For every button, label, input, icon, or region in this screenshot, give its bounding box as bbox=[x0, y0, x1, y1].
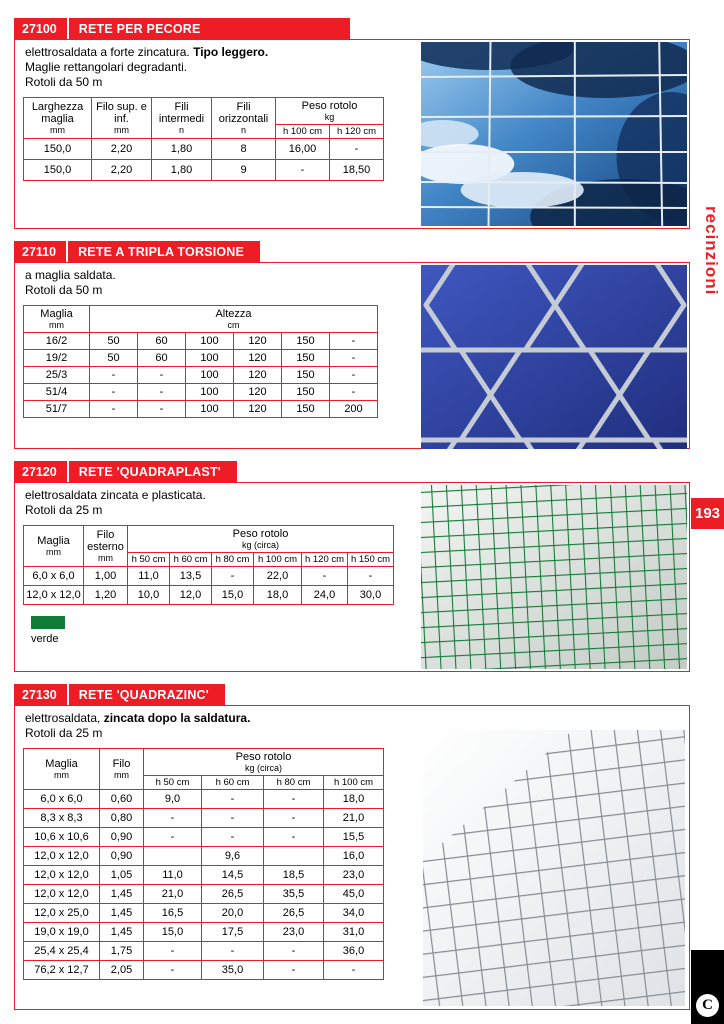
table-cell: 22,0 bbox=[254, 567, 302, 586]
description-line: Rotoli da 50 m bbox=[25, 283, 103, 297]
table-cell: 51/7 bbox=[24, 401, 90, 418]
product-code: 27130 bbox=[22, 687, 57, 702]
product-photo bbox=[421, 485, 687, 671]
product-description bbox=[25, 711, 384, 741]
table-cell: 200 bbox=[330, 401, 378, 418]
column-header: Filo mm bbox=[100, 749, 144, 790]
table-cell: 2,20 bbox=[92, 139, 152, 160]
table-cell: 1,75 bbox=[100, 942, 144, 961]
table-row bbox=[24, 885, 384, 904]
column-header: Peso rotolo kg bbox=[276, 98, 384, 125]
table-cell: 35,0 bbox=[202, 961, 264, 980]
description-line: Rotoli da 25 m bbox=[25, 726, 103, 740]
description-line: Maglie rettangolari degradanti. bbox=[25, 60, 188, 74]
table-row bbox=[24, 828, 384, 847]
table-cell: 100 bbox=[186, 350, 234, 367]
section-info bbox=[15, 706, 384, 1009]
table-cell: 16,00 bbox=[276, 139, 330, 160]
product-title: RETE PER PECORE bbox=[78, 21, 201, 36]
table-cell: 9 bbox=[212, 160, 276, 181]
table-cell: 0,90 bbox=[100, 847, 144, 866]
table-cell: 12,0 x 12,0 bbox=[24, 866, 100, 885]
table-row bbox=[24, 790, 384, 809]
section-box bbox=[14, 262, 690, 449]
table-cell: - bbox=[330, 350, 378, 367]
table-cell: 23,0 bbox=[324, 866, 384, 885]
table-row bbox=[24, 139, 384, 160]
table-cell: 120 bbox=[234, 401, 282, 418]
table-cell: 10,6 x 10,6 bbox=[24, 828, 100, 847]
product-code: 27120 bbox=[22, 464, 57, 479]
table-row bbox=[24, 333, 378, 350]
table-cell: 21,0 bbox=[144, 885, 202, 904]
description-line: a maglia saldata. bbox=[25, 268, 116, 282]
description-line: Rotoli da 25 m bbox=[25, 503, 103, 517]
section-box bbox=[14, 482, 690, 672]
section-header-bar bbox=[14, 18, 350, 39]
table-cell: - bbox=[138, 367, 186, 384]
table-cell: 2,05 bbox=[100, 961, 144, 980]
column-header: h 80 cm bbox=[264, 776, 324, 790]
table-cell: - bbox=[144, 809, 202, 828]
product-photo bbox=[421, 265, 687, 448]
column-header: Peso rotolo kg (circa) bbox=[144, 749, 384, 776]
table-cell: 16/2 bbox=[24, 333, 90, 350]
product-photo bbox=[423, 730, 685, 1009]
table-row bbox=[24, 567, 394, 586]
table-cell: 26,5 bbox=[264, 904, 324, 923]
table-cell: 150 bbox=[282, 333, 330, 350]
table-cell: 8,3 x 8,3 bbox=[24, 809, 100, 828]
product-description bbox=[25, 45, 384, 90]
section-info bbox=[15, 483, 394, 671]
description-line: elettrosaldata a forte zincatura. Tipo leggero. bbox=[25, 45, 269, 59]
table-cell: - bbox=[202, 942, 264, 961]
table-cell: - bbox=[330, 367, 378, 384]
product-code: 27110 bbox=[22, 244, 57, 259]
table-cell: 1,45 bbox=[100, 885, 144, 904]
spec-table bbox=[23, 97, 384, 181]
table-cell: - bbox=[202, 828, 264, 847]
table-cell: - bbox=[330, 333, 378, 350]
table-cell: 26,5 bbox=[202, 885, 264, 904]
table-cell: 9,6 bbox=[202, 847, 264, 866]
table-cell: 150 bbox=[282, 401, 330, 418]
table-row bbox=[24, 586, 394, 605]
table-cell: - bbox=[330, 384, 378, 401]
table-cell: 150 bbox=[282, 367, 330, 384]
table-cell: 11,0 bbox=[144, 866, 202, 885]
table-cell: 45,0 bbox=[324, 885, 384, 904]
table-cell: 1,00 bbox=[84, 567, 128, 586]
column-header: h 60 cm bbox=[170, 553, 212, 567]
section-box bbox=[14, 705, 690, 1010]
table-row bbox=[24, 809, 384, 828]
table-cell: 8 bbox=[212, 139, 276, 160]
table-cell: - bbox=[324, 961, 384, 980]
table-cell: - bbox=[90, 384, 138, 401]
product-section bbox=[14, 684, 690, 1010]
column-header: Fili orizzontali n bbox=[212, 98, 276, 139]
table-cell: 25,4 x 25,4 bbox=[24, 942, 100, 961]
column-header: h 80 cm bbox=[212, 553, 254, 567]
column-header: h 100 cm bbox=[276, 125, 330, 139]
table-cell: - bbox=[144, 942, 202, 961]
table-cell: 0,80 bbox=[100, 809, 144, 828]
table-cell: 100 bbox=[186, 333, 234, 350]
table-cell: 150 bbox=[282, 384, 330, 401]
table-cell: - bbox=[90, 367, 138, 384]
table-cell: 100 bbox=[186, 367, 234, 384]
spec-table bbox=[23, 748, 384, 980]
table-row bbox=[24, 160, 384, 181]
column-header: h 60 cm bbox=[202, 776, 264, 790]
table-cell: 120 bbox=[234, 350, 282, 367]
table-cell: 1,80 bbox=[152, 139, 212, 160]
table-cell bbox=[144, 847, 202, 866]
color-swatch bbox=[31, 616, 65, 629]
publisher-logo-icon: C bbox=[696, 994, 719, 1017]
column-header: h 100 cm bbox=[324, 776, 384, 790]
table-cell: - bbox=[202, 790, 264, 809]
column-header: Filo esterno mm bbox=[84, 526, 128, 567]
spec-table bbox=[23, 525, 394, 605]
table-cell: 12,0 bbox=[170, 586, 212, 605]
table-cell: 31,0 bbox=[324, 923, 384, 942]
table-cell: 15,0 bbox=[212, 586, 254, 605]
column-header: Larghezza maglia mm bbox=[24, 98, 92, 139]
table-cell: 18,5 bbox=[264, 866, 324, 885]
column-header: h 50 cm bbox=[144, 776, 202, 790]
table-cell: - bbox=[264, 809, 324, 828]
product-description bbox=[25, 488, 394, 518]
table-cell: 20,0 bbox=[202, 904, 264, 923]
description-line: elettrosaldata, zincata dopo la saldatura. bbox=[25, 711, 251, 725]
table-cell: 16,5 bbox=[144, 904, 202, 923]
table-cell: 120 bbox=[234, 333, 282, 350]
product-title: RETE 'QUADRAZINC' bbox=[78, 687, 209, 702]
product-description bbox=[25, 268, 378, 298]
column-header: Maglia mm bbox=[24, 306, 90, 333]
table-cell: 150 bbox=[282, 350, 330, 367]
column-header: Filo sup. e inf. mm bbox=[92, 98, 152, 139]
product-code: 27100 bbox=[22, 21, 57, 36]
hex-mesh-photo bbox=[421, 265, 687, 449]
table-cell: 13,5 bbox=[170, 567, 212, 586]
table-cell: 100 bbox=[186, 401, 234, 418]
table-cell: 18,0 bbox=[254, 586, 302, 605]
table-cell: - bbox=[302, 567, 348, 586]
product-section bbox=[14, 241, 690, 449]
table-cell: 12,0 x 12,0 bbox=[24, 847, 100, 866]
column-header: Altezza cm bbox=[90, 306, 378, 333]
table-cell: 9,0 bbox=[144, 790, 202, 809]
product-photo bbox=[421, 42, 687, 228]
table-cell: 16,0 bbox=[324, 847, 384, 866]
column-header: Maglia mm bbox=[24, 526, 84, 567]
table-cell: 24,0 bbox=[302, 586, 348, 605]
table-cell: 12,0 x 12,0 bbox=[24, 885, 100, 904]
table-cell: 14,5 bbox=[202, 866, 264, 885]
table-cell: 76,2 x 12,7 bbox=[24, 961, 100, 980]
table-row bbox=[24, 961, 384, 980]
table-cell: - bbox=[138, 384, 186, 401]
column-header: Peso rotolo kg (circa) bbox=[128, 526, 394, 553]
table-row bbox=[24, 367, 378, 384]
column-header: h 100 cm bbox=[254, 553, 302, 567]
product-section bbox=[14, 461, 690, 672]
table-cell: 12,0 x 12,0 bbox=[24, 586, 84, 605]
column-header: Fili intermedi n bbox=[152, 98, 212, 139]
table-cell: 30,0 bbox=[348, 586, 394, 605]
table-cell: 6,0 x 6,0 bbox=[24, 790, 100, 809]
green-mesh-photo bbox=[421, 485, 687, 669]
table-cell: 1,80 bbox=[152, 160, 212, 181]
table-row bbox=[24, 847, 384, 866]
table-cell: 120 bbox=[234, 367, 282, 384]
table-cell: 6,0 x 6,0 bbox=[24, 567, 84, 586]
page-number-badge: 193 bbox=[691, 498, 724, 529]
table-cell: 51/4 bbox=[24, 384, 90, 401]
table-cell: 36,0 bbox=[324, 942, 384, 961]
table-cell: 35,5 bbox=[264, 885, 324, 904]
section-header-bar bbox=[14, 241, 260, 262]
table-cell: 18,50 bbox=[330, 160, 384, 181]
table-cell: 120 bbox=[234, 384, 282, 401]
table-cell: 23,0 bbox=[264, 923, 324, 942]
table-cell: 50 bbox=[90, 350, 138, 367]
sheep-fence-photo bbox=[421, 42, 687, 226]
table-cell: - bbox=[264, 961, 324, 980]
column-header: h 120 cm bbox=[330, 125, 384, 139]
table-cell: 12,0 x 25,0 bbox=[24, 904, 100, 923]
product-title: RETE 'QUADRAPLAST' bbox=[78, 464, 221, 479]
table-cell: 100 bbox=[186, 384, 234, 401]
table-cell: 50 bbox=[90, 333, 138, 350]
table-cell: - bbox=[212, 567, 254, 586]
table-row bbox=[24, 904, 384, 923]
table-cell: - bbox=[138, 401, 186, 418]
catalog-sections bbox=[14, 18, 690, 1022]
table-cell: - bbox=[144, 961, 202, 980]
table-cell: - bbox=[330, 139, 384, 160]
description-line: elettrosaldata zincata e plasticata. bbox=[25, 488, 206, 502]
table-row bbox=[24, 866, 384, 885]
column-header: Maglia mm bbox=[24, 749, 100, 790]
table-cell: 0,90 bbox=[100, 828, 144, 847]
table-cell: 19/2 bbox=[24, 350, 90, 367]
table-cell: 15,0 bbox=[144, 923, 202, 942]
table-cell: 34,0 bbox=[324, 904, 384, 923]
section-box bbox=[14, 39, 690, 229]
table-cell bbox=[264, 847, 324, 866]
table-cell: 1,45 bbox=[100, 904, 144, 923]
table-cell: - bbox=[264, 828, 324, 847]
table-cell: 21,0 bbox=[324, 809, 384, 828]
table-cell: 1,20 bbox=[84, 586, 128, 605]
table-cell: 150,0 bbox=[24, 139, 92, 160]
category-vertical-label: recinzioni bbox=[702, 206, 721, 296]
table-cell: 18,0 bbox=[324, 790, 384, 809]
table-cell: 2,20 bbox=[92, 160, 152, 181]
table-cell: 60 bbox=[138, 350, 186, 367]
table-cell: 15,5 bbox=[324, 828, 384, 847]
table-row bbox=[24, 350, 378, 367]
table-cell: - bbox=[202, 809, 264, 828]
table-cell: 17,5 bbox=[202, 923, 264, 942]
section-info bbox=[15, 40, 384, 228]
table-cell: 60 bbox=[138, 333, 186, 350]
section-header-bar bbox=[14, 684, 225, 705]
column-header: h 150 cm bbox=[348, 553, 394, 567]
section-info bbox=[15, 263, 378, 448]
table-row bbox=[24, 384, 378, 401]
table-cell: 0,60 bbox=[100, 790, 144, 809]
table-cell: 25/3 bbox=[24, 367, 90, 384]
spec-table bbox=[23, 305, 378, 418]
color-swatch-wrap bbox=[31, 616, 394, 645]
table-cell: 19,0 x 19,0 bbox=[24, 923, 100, 942]
product-title: RETE A TRIPLA TORSIONE bbox=[78, 244, 245, 259]
table-cell: 1,45 bbox=[100, 923, 144, 942]
table-cell: - bbox=[264, 790, 324, 809]
table-cell: 11,0 bbox=[128, 567, 170, 586]
column-header: h 120 cm bbox=[302, 553, 348, 567]
table-cell: - bbox=[264, 942, 324, 961]
table-cell: 1,05 bbox=[100, 866, 144, 885]
color-swatch-label: verde bbox=[31, 633, 59, 645]
section-header-bar bbox=[14, 461, 237, 482]
table-cell: - bbox=[144, 828, 202, 847]
column-header: h 50 cm bbox=[128, 553, 170, 567]
publisher-logo-box bbox=[691, 950, 724, 1024]
table-row bbox=[24, 942, 384, 961]
description-line: Rotoli da 50 m bbox=[25, 75, 103, 89]
product-section bbox=[14, 18, 690, 229]
table-cell: - bbox=[348, 567, 394, 586]
table-cell: 150,0 bbox=[24, 160, 92, 181]
table-row bbox=[24, 923, 384, 942]
zinc-mesh-photo bbox=[423, 730, 685, 1006]
table-cell: 10,0 bbox=[128, 586, 170, 605]
table-cell: - bbox=[276, 160, 330, 181]
table-row bbox=[24, 401, 378, 418]
table-cell: - bbox=[90, 401, 138, 418]
